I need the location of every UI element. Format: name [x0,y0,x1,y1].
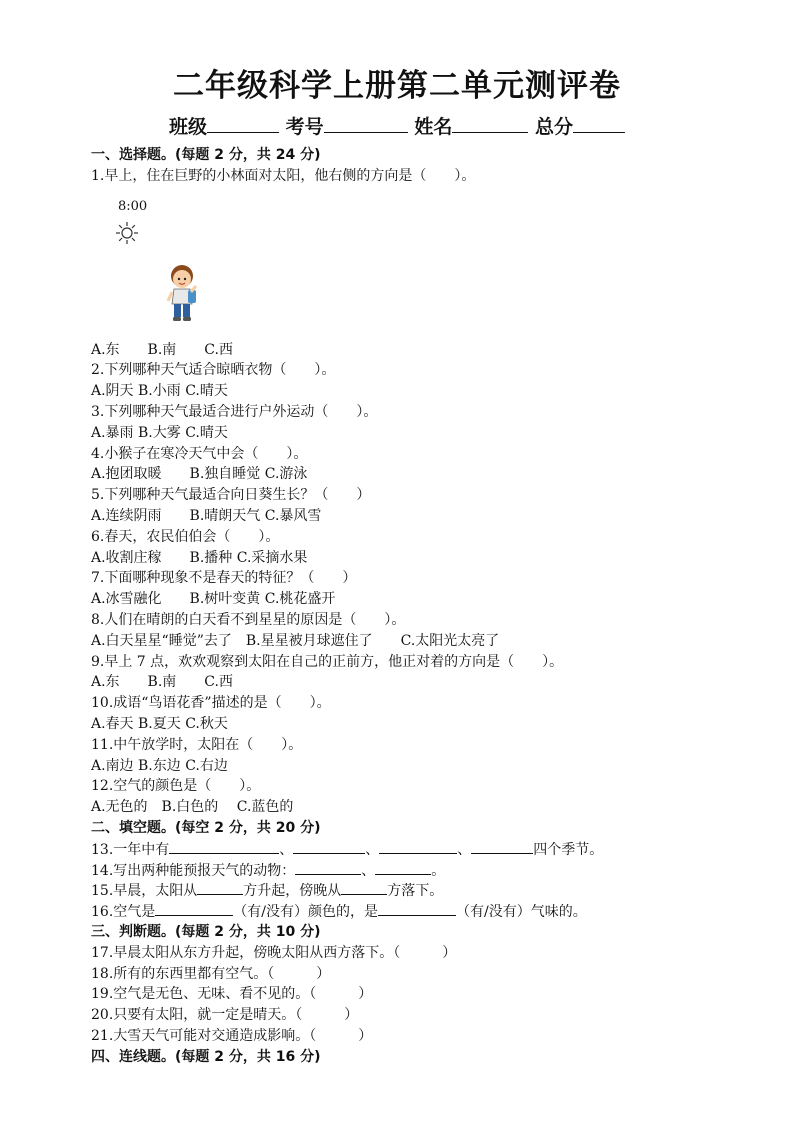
question-5-options: A.连续阴雨 B.晴朗天气 C.暴风雪 [91,507,322,524]
question-13-end: 四个季节。 [533,841,604,858]
question-16 [91,901,711,922]
question-18: 18.所有的东西里都有空气。（ ） [91,965,331,982]
question-8: 8.人们在晴朗的白天看不到星星的原因是（ ）。 [91,611,406,628]
time-label: 8:00 [118,198,148,214]
question-15-end: 方落下。 [387,883,444,900]
question-10-options: A.春天 B.夏天 C.秋天 [91,715,228,732]
question-8-options: A.白天星星“睡觉”去了 B.星星被月球遮住了 C.太阳光太亮了 [91,632,500,649]
question-16-text: 16.空气是 [91,904,156,921]
question-1-options: A.东 B.南 C.西 [91,341,233,358]
question-12: 12.空气的颜色是（ ）。 [91,778,261,795]
name-label: 姓名 [414,116,453,138]
student-info-line [0,112,794,139]
page-title: 二年级科学上册第二单元测评卷 [173,68,621,104]
separator: 、 [457,841,472,858]
question-6: 6.春天，农民伯伯会（ ）。 [91,528,280,545]
question-11-options: A.南边 B.东边 C.右边 [91,757,228,774]
question-9: 9.早上 7 点，欢欢观察到太阳在自己的正前方，他正对着的方向是（ ）。 [91,653,564,670]
name-blank[interactable] [452,114,528,133]
question-3: 3.下列哪种天气最适合进行户外运动（ ）。 [91,403,378,420]
question-1: 1.早上，住在巨野的小林面对太阳，他右侧的方向是（ ）。 [91,167,476,184]
question-13 [91,839,711,860]
exam-no-blank[interactable] [324,114,408,133]
question-15-text-2: 方升起，傍晚从 [243,883,342,900]
question-6-options: A.收割庄稼 B.播种 C.采摘水果 [91,549,308,566]
question-5: 5.下列哪种天气最适合向日葵生长？（ ） [91,487,371,504]
question-14 [91,860,711,881]
answer-blank[interactable] [471,839,533,854]
answer-blank[interactable] [295,860,361,875]
question-10: 10.成语“鸟语花香”描述的是（ ）。 [91,695,331,712]
section-heading-choice: 一、选择题。(每题 2 分，共 24 分) [91,147,321,163]
section-heading-match: 四、连线题。(每题 2 分，共 16 分) [91,1048,321,1065]
exam-no-label: 考号 [285,116,324,138]
answer-blank[interactable] [155,901,233,916]
question-2-options: A.阴天 B.小雨 C.晴天 [91,383,228,400]
total-blank[interactable] [573,114,625,133]
question-21: 21.大雪天气可能对交通造成影响。（ ） [91,1027,373,1044]
question-7: 7.下面哪种现象不是春天的特征？（ ） [91,570,357,587]
question-4-options: A.抱团取暖 B.独自睡觉 C.游泳 [91,466,308,483]
question-2: 2.下列哪种天气适合晾晒衣物（ ）。 [91,362,336,379]
answer-blank[interactable] [197,880,243,895]
answer-blank[interactable] [375,860,431,875]
answer-blank[interactable] [293,839,365,854]
question-19: 19.空气是无色、无味、看不见的。（ ） [91,986,373,1003]
separator: 、 [361,862,376,879]
question-12-options: A.无色的 B.白色的 C.蓝色的 [91,799,294,816]
question-16-end: （有/没有）气味的。 [455,904,587,921]
question-4: 4.小猴子在寒冷天气中会（ ）。 [91,445,308,462]
answer-blank[interactable] [379,839,457,854]
question-9-options: A.东 B.南 C.西 [91,674,233,691]
separator: 、 [279,841,294,858]
sun-icon [115,221,139,245]
question-17: 17.早晨太阳从东方升起，傍晚太阳从西方落下。（ ） [91,944,457,961]
question-1-figure [91,187,711,340]
class-blank[interactable] [207,114,279,133]
question-15-text: 15.早晨，太阳从 [91,883,198,900]
question-11: 11.中午放学时，太阳在（ ）。 [91,736,303,753]
total-label: 总分 [534,116,573,138]
separator: 、 [365,841,380,858]
answer-blank[interactable] [378,901,456,916]
question-14-end: 。 [431,862,446,879]
section-heading-judge: 三、判断题。(每题 2 分，共 10 分) [91,923,321,940]
question-7-options: A.冰雪融化 B.树叶变黄 C.桃花盛开 [91,591,336,608]
question-14-text: 14.写出两种能预报天气的动物： [91,862,296,879]
exam-content [91,145,711,1067]
answer-blank[interactable] [169,839,279,854]
section-heading-fill: 二、填空题。(每空 2 分，共 20 分) [91,819,321,836]
question-3-options: A.暴雨 B.大雾 C.晴天 [91,424,228,441]
boy-illustration [165,263,201,325]
question-16-text-2: （有/没有）颜色的，是 [233,904,378,921]
question-20: 20.只要有太阳，就一定是晴天。（ ） [91,1007,359,1024]
question-13-text: 13.一年中有 [91,841,170,858]
class-label: 班级 [169,116,208,138]
question-15 [91,880,711,901]
answer-blank[interactable] [341,880,387,895]
